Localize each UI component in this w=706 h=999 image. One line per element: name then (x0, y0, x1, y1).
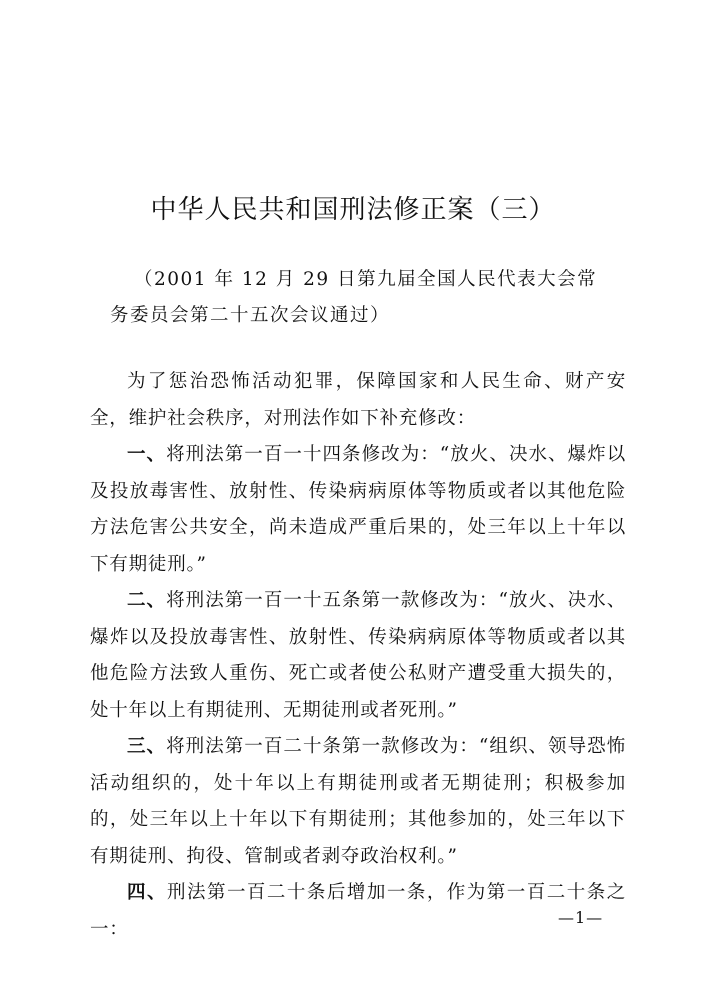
article-text: 将刑法第一百一十五条第一款修改为：“放火、决水、爆炸以及投放毒害性、放射性、传染病病原体等物质或者以其他危险方法致人重伤、死亡或者使公私财产遭受重大损失的，处十年以上有期徒刑、无期徒刑或者死刑。” (90, 590, 626, 721)
article-number: 三、 (127, 736, 167, 757)
article-paragraph-1 (90, 437, 626, 583)
article-text: 刑法第一百二十条后增加一条，作为第一百二十条之一： (90, 882, 626, 940)
article-number: 二、 (127, 590, 167, 611)
preamble-paragraph: 为了惩治恐怖活动犯罪，保障国家和人民生命、财产安全，维护社会秩序，对刑法作如下补充修改： (90, 371, 626, 429)
article-number: 一、 (127, 444, 167, 465)
adoption-note: （2001 年 12 月 29 日第九届全国人民代表大会常务委员会第二十五次会议通过） (110, 269, 598, 326)
article-number: 四、 (127, 882, 167, 903)
document-title: 中华人民共和国刑法修正案（三） (150, 195, 556, 225)
article-text: 将刑法第一百一十四条修改为：“放火、决水、爆炸以及投放毒害性、放射性、传染病病原体等物质或者以其他危险方法危害公共安全，尚未造成严重后果的，处三年以上十年以下有期徒刑。” (90, 444, 626, 575)
article-paragraph-2 (90, 583, 626, 729)
document-body (90, 364, 626, 948)
article-paragraph-4 (90, 875, 626, 948)
article-text: 将刑法第一百二十条第一款修改为：“组织、领导恐怖活动组织的，处十年以上有期徒刑或者无期徒刑；积极参加的，处三年以上十年以下有期徒刑；其他参加的，处三年以下有期徒刑、拘役、管制或者剥夺政治权利。” (90, 736, 626, 867)
page-number: —1— (558, 908, 604, 927)
article-paragraph-3 (90, 729, 626, 875)
